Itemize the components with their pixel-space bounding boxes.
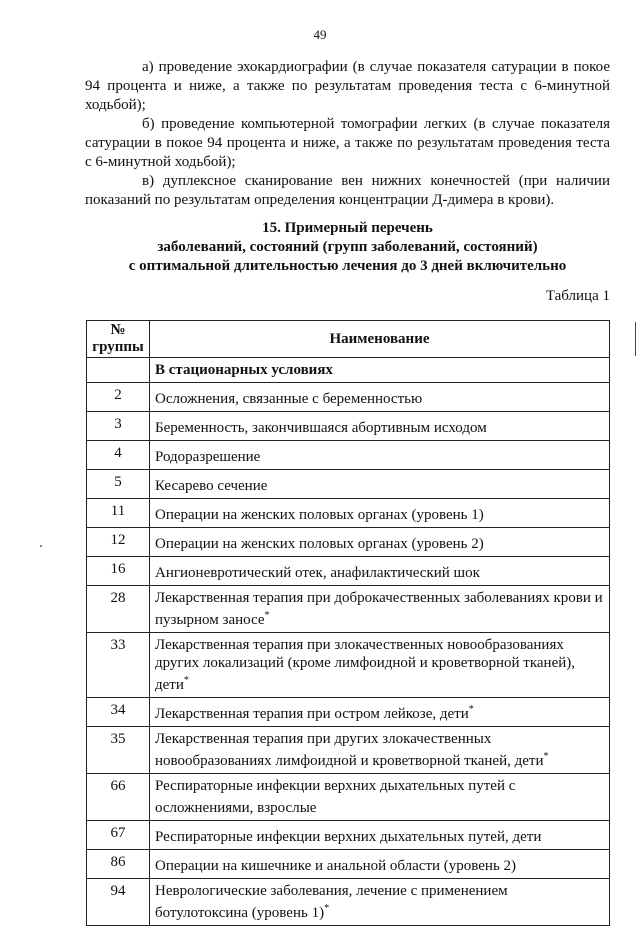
group-number: 33 xyxy=(87,633,150,698)
table-row xyxy=(87,879,610,926)
footnote-mark: * xyxy=(543,751,549,762)
group-name-cell xyxy=(150,879,610,926)
group-number: 86 xyxy=(87,850,150,879)
group-name: Родоразрешение xyxy=(155,449,261,465)
group-number: 34 xyxy=(87,698,150,727)
group-number: 66 xyxy=(87,774,150,821)
group-name-cell xyxy=(150,698,610,727)
group-name: Осложнения, связанные с беременностью xyxy=(155,391,423,407)
section-num-cell xyxy=(87,358,150,383)
group-name: Неврологические заболевания, лечение с применением ботулотоксина (уровень 1) xyxy=(155,883,508,921)
group-name: Операции на кишечнике и анальной области (уровень 2) xyxy=(155,858,517,874)
table-row xyxy=(87,850,610,879)
group-name: Кесарево сечение xyxy=(155,478,268,494)
group-name: Лекарственная терапия при остром лейкозе, дети xyxy=(155,706,469,722)
page-number: 49 xyxy=(313,27,327,42)
group-name-cell xyxy=(150,470,610,499)
table-row xyxy=(87,633,610,698)
group-name-cell xyxy=(150,383,610,412)
table-row xyxy=(87,698,610,727)
table-body xyxy=(87,358,610,926)
group-name-cell xyxy=(150,727,610,774)
group-number: 3 xyxy=(87,412,150,441)
group-name: Беременность, закончившаяся абортивным исходом xyxy=(155,420,487,436)
group-name-cell xyxy=(150,441,610,470)
group-name: Лекарственная терапия при доброкачественных заболеваниях крови и пузырном заносе xyxy=(155,590,603,628)
margin-mark xyxy=(635,322,636,356)
footnote-mark: * xyxy=(264,610,270,621)
table-header-row xyxy=(87,321,610,358)
measures-list xyxy=(85,58,610,210)
header-name: Наименование xyxy=(150,321,610,358)
header-num-label: группы xyxy=(92,339,144,355)
heading-line: с оптимальной длительностью лечения до 3 дней включительно xyxy=(128,258,567,274)
group-name: Операции на женских половых органах (уровень 2) xyxy=(155,536,484,552)
footnote-mark: * xyxy=(324,903,330,914)
group-number: 28 xyxy=(87,586,150,633)
group-name-cell xyxy=(150,633,610,698)
header-num-sign: № xyxy=(110,322,126,338)
group-name: Лекарственная терапия при злокачественных новообразованиях других локализаций (кроме лимфоидной и кроветворной тканей), дети xyxy=(155,637,575,693)
group-number: 2 xyxy=(87,383,150,412)
footnote-mark: * xyxy=(468,704,474,715)
section-heading xyxy=(85,219,610,276)
table-row xyxy=(87,727,610,774)
group-name-cell xyxy=(150,528,610,557)
footnote-mark: * xyxy=(183,675,189,686)
group-number: 16 xyxy=(87,557,150,586)
groups-table xyxy=(86,320,610,926)
group-name-cell xyxy=(150,586,610,633)
table-row xyxy=(87,470,610,499)
group-name-cell xyxy=(150,499,610,528)
table-row xyxy=(87,557,610,586)
heading-line: 15. Примерный перечень xyxy=(262,220,433,236)
table-label: Таблица 1 xyxy=(545,288,610,304)
group-name: Респираторные инфекции верхних дыхательных путей с осложнениями, взрослые xyxy=(155,778,516,816)
table-row xyxy=(87,441,610,470)
section-title: В стационарных условиях xyxy=(150,358,610,383)
group-number: 12 xyxy=(87,528,150,557)
list-item: б) проведение компьютерной томографии легких (в случае показателя сатурации в покое 94 процента и ниже, а также по результатам проведения теста с 6-минутной ходьбой); xyxy=(85,116,610,170)
scan-dot xyxy=(40,545,42,547)
group-number: 94 xyxy=(87,879,150,926)
table-row xyxy=(87,821,610,850)
heading-line: заболеваний, состояний (групп заболеваний, состояний) xyxy=(157,239,538,255)
group-name-cell xyxy=(150,821,610,850)
table-row xyxy=(87,499,610,528)
group-name-cell xyxy=(150,774,610,821)
list-item: в) дуплексное сканирование вен нижних конечностей (при наличии показаний по результатам определения концентрации Д-димера в крови). xyxy=(85,173,610,208)
group-number: 4 xyxy=(87,441,150,470)
table-row xyxy=(87,586,610,633)
list-item: а) проведение эхокардиографии (в случае показателя сатурации в покое 94 процента и ниже, а также по результатам проведения теста с 6-минутной ходьбой); xyxy=(85,59,610,113)
header-group-number xyxy=(87,321,150,358)
group-number: 11 xyxy=(87,499,150,528)
group-name: Ангионевротический отек, анафилактический шок xyxy=(155,565,480,581)
group-name: Операции на женских половых органах (уровень 1) xyxy=(155,507,484,523)
group-number: 67 xyxy=(87,821,150,850)
group-name: Лекарственная терапия при других злокачественных новообразованиях лимфоидной и кроветворной тканей, дети xyxy=(155,731,544,769)
table-row xyxy=(87,383,610,412)
group-number: 5 xyxy=(87,470,150,499)
section-row xyxy=(87,358,610,383)
group-name-cell xyxy=(150,557,610,586)
group-name: Респираторные инфекции верхних дыхательных путей, дети xyxy=(155,829,542,845)
table-row xyxy=(87,774,610,821)
group-name-cell xyxy=(150,412,610,441)
group-number: 35 xyxy=(87,727,150,774)
table-row xyxy=(87,528,610,557)
table-row xyxy=(87,412,610,441)
group-name-cell xyxy=(150,850,610,879)
